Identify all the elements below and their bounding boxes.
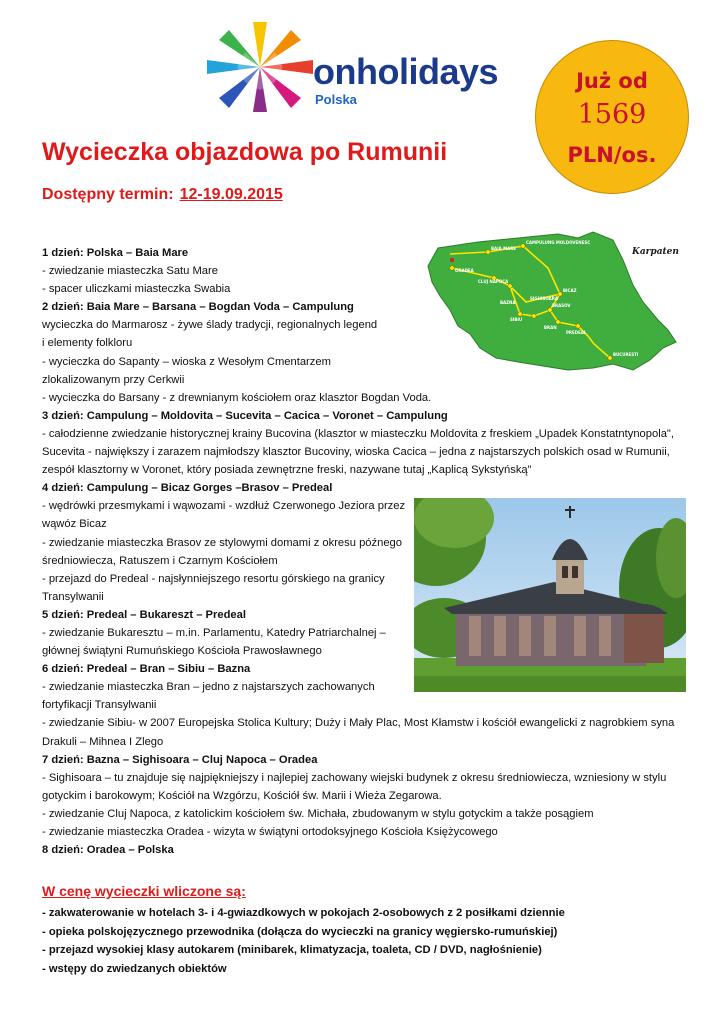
itinerary-line: - zwiedzanie miasteczka Brasov ze stylowymi domami z okresu późnego [42,536,403,549]
itinerary-line: zlokalizowanym przy Cerkwii [42,373,185,386]
itinerary-line: fortyfikacji Transylwanii [42,699,157,712]
itinerary-line: średniowiecza, Ratuszem i Czarnym Kościołem [42,554,278,567]
itinerary-line: - zwiedzanie miasteczka Satu Mare [42,265,218,278]
price-prefix: Już od [576,69,648,93]
price-badge [535,40,689,194]
map-city-label: PREDEAL [566,330,587,335]
map-city-label: BAIA MARE [491,246,517,251]
itinerary-line: wąwóz Bicaz [42,518,107,531]
map-city-label: SIGHISOARA [530,296,558,301]
included-title: W cenę wycieczki wliczone są: [42,883,246,899]
itinerary-day-heading: 6 dzień: Predeal – Bran – Sibiu – Bazna [42,663,251,676]
itinerary-line: - wędrówki przesmykami i wąwozami - wzdłuż Czerwonego Jeziora przez [42,500,406,513]
included-item: - wstępy do zwiedzanych obiektów [42,962,227,975]
price-currency: PLN/os. [567,143,657,167]
itinerary-line: głównej świątyni Rumuńskiego Kościoła Prawosławnego [42,645,322,658]
map-city-label: BUCURESTI [613,352,639,357]
itinerary-line: gotyckim i barokowym; Kościół na Wzgórzu, Kościół św. Marii i Wieża Zegarowa. [42,789,442,802]
itinerary-line: - Sighisoara – tu znajduje się najpiękniejszy i najlepiej zachowany wiejski budynek z okresu średniowiecza, wzniesiony w stylu [42,771,667,784]
map-city-label: SIBIU [510,317,523,322]
term-label: Dostępny termin: [42,186,174,203]
itinerary-line: - całodzienne zwiedzanie historycznej krainy Bucovina (klasztor w miasteczku Moldovita z freskiem „Upadek Konstatntynopola", [42,427,674,440]
monastery-photo [414,498,686,692]
price-amount: 1569 [577,99,647,130]
itinerary-day-heading: 5 dzień: Predeal – Bukareszt – Predeal [42,608,246,621]
brand-name: onholidays [313,51,499,92]
itinerary-line: - zwiedzanie miasteczka Oradea - wizyta w świątyni ortodoksyjnego Kościoła Księżycowego [42,826,498,838]
itinerary-line: - spacer uliczkami miasteczka Swabia [42,283,231,296]
map-city-label: BRASOV [552,303,571,308]
itinerary-line: - przejazd do Predeal - najsłynniejszego resortu górskiego na granicy [42,572,385,585]
map-city-label: CLUJ NAPOCA [478,279,509,284]
onholidays-star-logo [205,22,315,112]
itinerary-line: Sucevita - największy i zarazem najmłodszy klasztor Bucoviny, wioska Cacica – jedna z najstarszych polskich osad w Rumunii, [42,446,670,459]
page-title: Wycieczka objazdowa po Rumunii [42,138,448,166]
itinerary-line: - wycieczka do Sapanty – wioska z Wesołym Cmentarzem [42,355,331,368]
itinerary-day-heading: 2 dzień: Baia Mare – Barsana – Bogdan Voda – Campulung [42,301,354,314]
itinerary-line: - zwiedzanie Bukaresztu – m.in. Parlamentu, Katedry Patriarchalnej – [42,626,386,639]
map-city-label: BRAN [544,325,557,330]
itinerary-day-heading: 7 dzień: Bazna – Sighisoara – Cluj Napoca – Oradea [42,753,318,766]
itinerary-line: - wycieczka do Barsany - z drewnianym kościołem oraz klasztor Bogdan Voda. [42,391,432,404]
included-item: - zakwaterowanie w hotelach 3- i 4-gwiazdkowych w pokojach 2-osobowych z 2 posiłkami dziennie [42,907,565,919]
romania-map [418,230,680,378]
included-item: - przejazd wysokiej klasy autokarem (minibarek, klimatyzacja, toaleta, CD / DVD, nagłośnienie) [42,944,542,956]
map-city-label: BICAZ [563,288,577,293]
map-region-label: Karpaten [632,247,679,257]
map-start-marker [450,258,454,262]
itinerary-line: - zwiedzanie miasteczka Bran – jedno z najstarszych zachowanych [42,681,375,694]
itinerary-day-heading: 3 dzień: Campulung – Moldovita – Sucevita – Cacica – Voronet – Campulung [42,409,448,422]
itinerary-line: i elementy folkloru [42,337,133,350]
itinerary-line: Transylwanii [42,590,104,603]
itinerary-day-heading: 8 dzień: Oradea – Polska [42,844,174,857]
itinerary-line: wycieczka do Marmarosz - żywe ślady tradycji, regionalnych legend [42,319,378,332]
brand-subtitle: Polska [315,92,357,107]
itinerary-line: zespół klasztorny w Voronet, który posiada zewnętrzne freski, nazywane tutaj „Kaplicą Sykstyńską" [42,464,532,477]
map-city-label: ORADEA [455,268,474,273]
map-city-label: BAZNA [500,300,516,305]
included-list [42,904,565,978]
itinerary-line: Drakuli – Mihnea I Zlego [42,735,164,748]
itinerary-line: - zwiedzanie Sibiu- w 2007 Europejska Stolica Kultury; Duży i Mały Plac, Most Kłamstw i kościół ewangelicki z nagrobkiem syna [42,717,675,730]
itinerary-day-heading: 4 dzień: Campulung – Bicaz Gorges –Brasov – Predeal [42,482,333,495]
itinerary-day-heading: 1 dzień: Polska – Baia Mare [42,247,189,259]
itinerary-line: - zwiedzanie Cluj Napoca, z katolickim kościołem św. Michała, zbudowanym w stylu gotyckim a także posągiem [42,807,594,820]
included-item: - opieka polskojęzycznego przewodnika (dołącza do wycieczki na granicy węgiersko-rumuńskiej) [42,925,558,938]
map-city-label: CAMPULUNG MOLDOVENESC [526,240,591,245]
available-term [42,186,283,204]
term-date: 12-19.09.2015 [179,186,283,203]
